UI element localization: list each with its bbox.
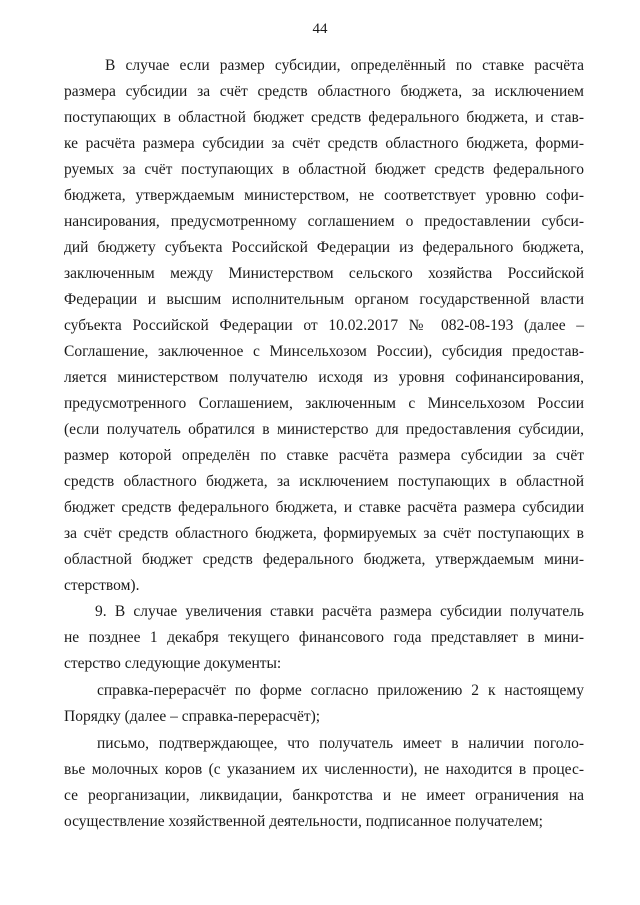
text-line: заключенным между Министерством сельского хозяйства Российской: [64, 265, 584, 282]
text-line: не позднее 1 декабря текущего финансового года представляет в мини-: [64, 629, 584, 646]
text-line: вье молочных коров (с указанием их численности), не находится в процес-: [64, 761, 584, 778]
text-line: размер которой определён по ставке расчёта размера субсидии за счёт: [64, 447, 584, 464]
text-line: письмо, подтверждающее, что получатель имеет в наличии поголо-: [97, 735, 584, 752]
text-line: (если получатель обратился в министерство для предоставления субсидии,: [64, 421, 584, 438]
text-line: бюджета, утверждаемым министерством, не соответствует уровню софи-: [64, 187, 584, 204]
text-line: средств областного бюджета, за исключением поступающих в областной: [64, 473, 584, 490]
text-line: ке расчёта размера субсидии за счёт средств областного бюджета, форми-: [64, 135, 584, 152]
text-line: Соглашение, заключенное с Минсельхозом России), субсидия предостав-: [64, 343, 584, 360]
text-line: ляется министерством получателю исходя из уровня софинансирования,: [64, 369, 584, 386]
text-line: размера субсидии за счёт средств областного бюджета, за исключением: [64, 83, 584, 100]
text-line: бюджет средств федерального бюджета, и ставке расчёта размера субсидии: [64, 499, 584, 516]
text-line: се реорганизации, ликвидации, банкротства и не имеет ограничения на: [64, 787, 584, 804]
text-line: предусмотренного Соглашением, заключенным с Минсельхозом России: [64, 395, 584, 412]
text-line: Федерации и высшим исполнительным органом государственной власти: [64, 291, 584, 308]
text-line: руемых за счёт поступающих в областной бюджет средств федерального: [64, 161, 584, 178]
text-line: субъекта Российской Федерации от 10.02.2017 № 082-08-193 (далее –: [64, 317, 584, 334]
text-line: стерством).: [64, 577, 140, 594]
text-line: за счёт средств областного бюджета, формируемых за счёт поступающих в: [64, 525, 584, 542]
text-line: нансирования, предусмотренному соглашением о предоставлении субси-: [64, 213, 584, 230]
page-number: 44: [312, 21, 328, 37]
text-line: 9. В случае увеличения ставки расчёта размера субсидии получатель: [95, 603, 584, 620]
text-line: осуществление хозяйственной деятельности, подписанное получателем;: [64, 813, 543, 830]
text-line: стерство следующие документы:: [64, 655, 282, 672]
text-line: поступающих в областной бюджет средств федерального бюджета, и став-: [64, 109, 584, 126]
text-line: В случае если размер субсидии, определённый по ставке расчёта: [105, 57, 584, 74]
text-line: дий бюджету субъекта Российской Федерации из федерального бюджета,: [64, 239, 584, 256]
text-line: справка-перерасчёт по форме согласно приложению 2 к настоящему: [97, 682, 584, 699]
text-line: Порядку (далее – справка-перерасчёт);: [64, 708, 321, 725]
text-line: областной бюджет средств федерального бюджета, утверждаемым мини-: [64, 551, 584, 568]
